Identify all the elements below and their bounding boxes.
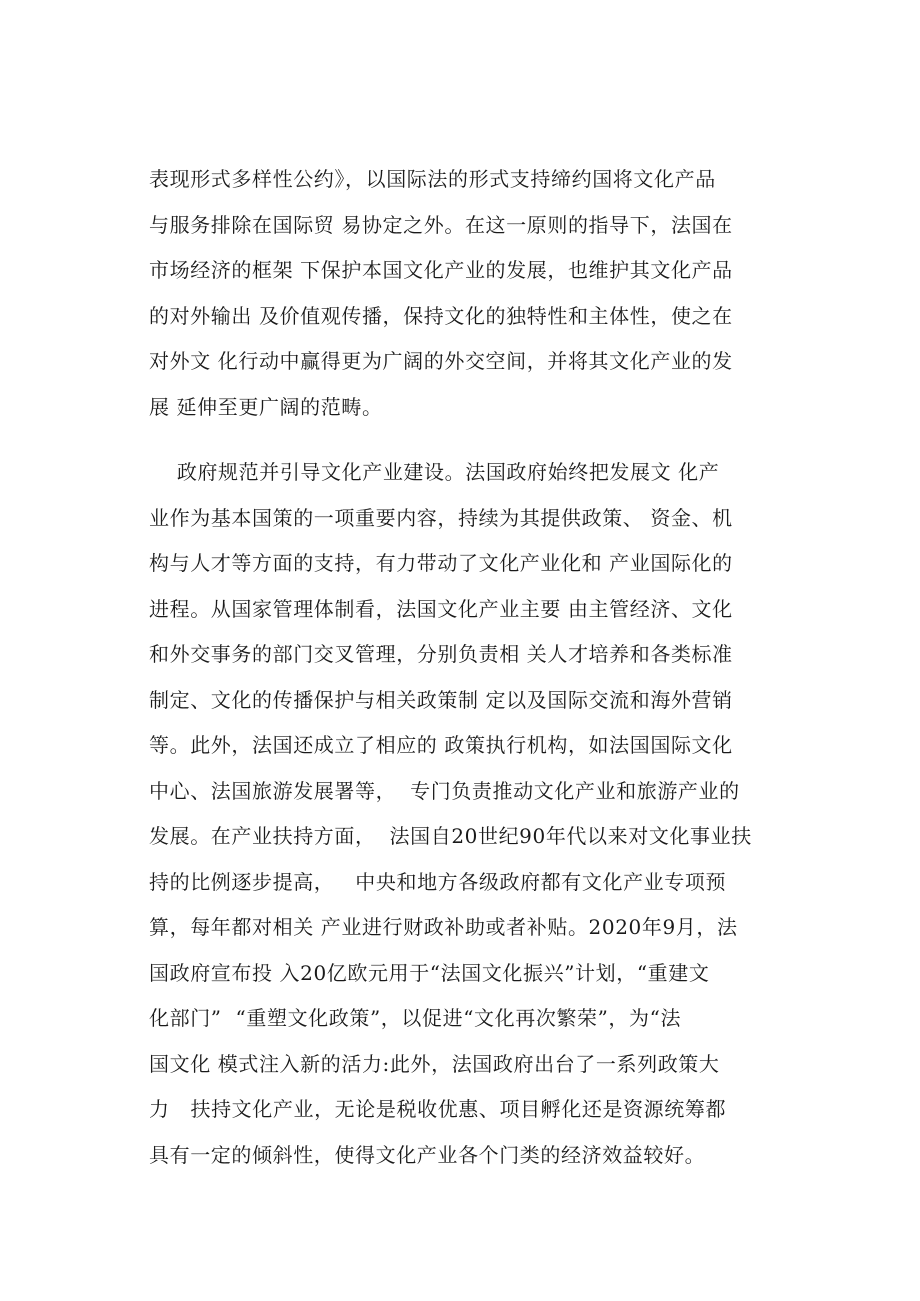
text-line: 算，每年都对相关 产业进行财政补助或者补贴。2020年9月，法 bbox=[149, 915, 738, 939]
text-line: 与服务排除在国际贸 易协定之外。在这一原则的指导下，法国在 bbox=[149, 212, 733, 237]
text-line: 表现形式多样性公约》，以国际法的形式支持缔约国将文化产品 bbox=[149, 167, 716, 191]
text-line: 等。此外，法国还成立了相应的 政策执行机构，如法国国际文化 bbox=[149, 733, 733, 757]
text-line: 具有一定的倾斜性，使得文化产业各个门类的经济效益较好。 bbox=[149, 1142, 706, 1167]
text-line: 国政府宣布投 入20亿欧元用于“法国文化振兴”计划，“重建文 bbox=[149, 960, 710, 985]
text-line: 制定、文化的传播保护与相关政策制 定以及国际交流和海外营销 bbox=[149, 687, 733, 712]
text-line: 中心、法国旅游发展署等， 专门负责推动文化产业和旅游产业的 bbox=[149, 778, 740, 803]
text-line: 的对外输出 及价值观传播，保持文化的独特性和主体性，使之在 bbox=[149, 303, 733, 328]
text-line: 发展。在产业扶持方面， 法国自20世纪90年代以来对文化事业扶 bbox=[149, 824, 752, 848]
text-line: 国文化 模式注入新的活力:此外，法国政府出台了一系列政策大 bbox=[149, 1051, 720, 1076]
text-line: 化部门” “重塑文化政策”，以促进“文化再次繁荣”，为“法 bbox=[149, 1006, 682, 1030]
paragraph-gap bbox=[149, 430, 809, 450]
text-line: 构与人才等方面的支持，有力带动了文化产业化和 产业国际化的 bbox=[149, 551, 733, 575]
text-line: 对外文 化行动中赢得更为广阔的外交空间，并将其文化产业的发 bbox=[149, 349, 733, 373]
text-line: 持的比例逐步提高， 中央和地方各级政府都有文化产业专项预 bbox=[149, 869, 727, 894]
paragraph-2 bbox=[149, 450, 809, 1178]
text-line: 和外交事务的部门交叉管理，分别负责相 关人才培养和各类标准 bbox=[149, 642, 733, 666]
body-text bbox=[149, 157, 809, 1178]
text-line: 力 扶持文化产业，无论是税收优惠、项目孵化还是资源统筹都 bbox=[149, 1097, 727, 1121]
text-line: 政府规范并引导文化产业建设。法国政府始终把发展文 化产 bbox=[149, 460, 720, 484]
text-line: 展 延伸至更广阔的范畴。 bbox=[149, 394, 383, 419]
text-line: 市场经济的框架 下保护本国文化产业的发展，也维护其文化产品 bbox=[149, 258, 733, 282]
text-line: 进程。从国家管理体制看，法国文化产业主要 由主管经济、文化 bbox=[149, 596, 733, 621]
paragraph-1 bbox=[149, 157, 809, 430]
text-line: 业作为基本国策的一项重要内容，持续为其提供政策、 资金、机 bbox=[149, 505, 733, 530]
